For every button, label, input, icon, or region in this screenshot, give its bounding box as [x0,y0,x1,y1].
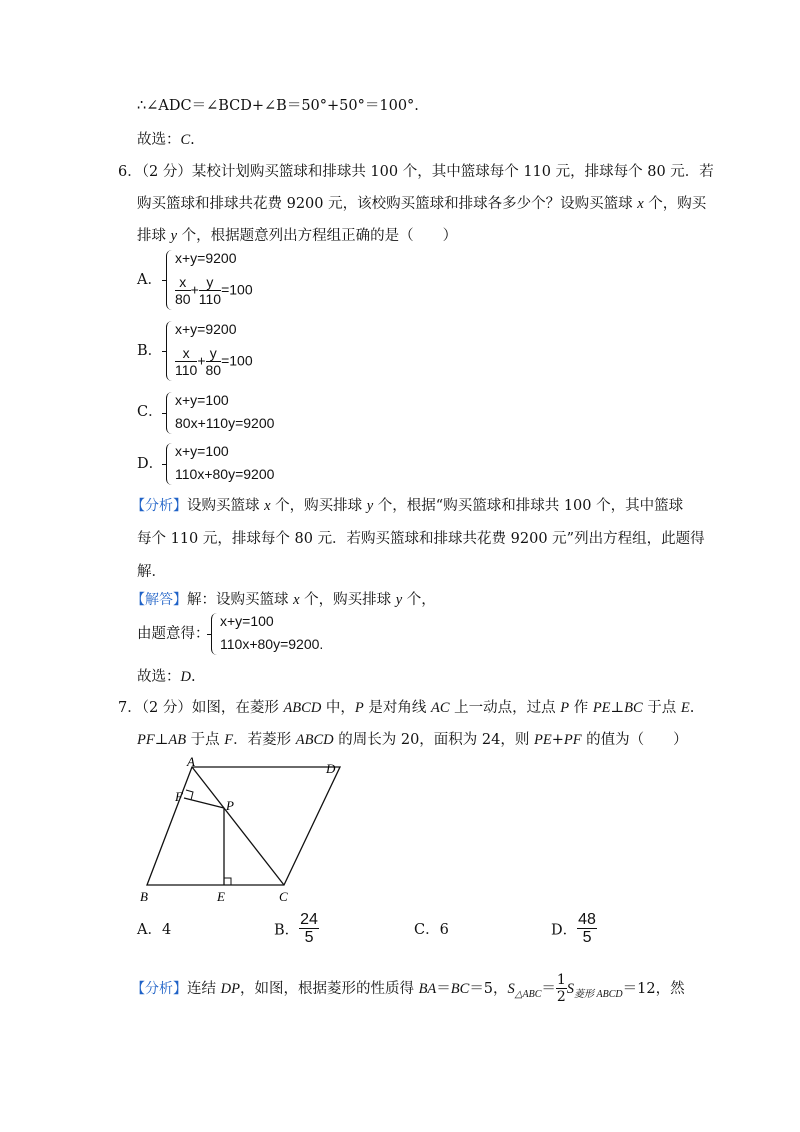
prev-answer: 故选：C. [137,132,195,148]
q6-answer: 故选：D. [137,669,196,685]
q7-analysis-line1: 【分析】连结 DP，如图，根据菱形的性质得 BA＝BC＝5，$S_{\triangle ABC}=$ $\frac{1}{2}$ $S_{菱形 ABCD}=12$，然 [131,972,685,1005]
right-angle-e-icon [224,878,231,885]
q6-option-a-system: x+y=9200 $\frac{x}{80}$ + $\frac{y}{110}$ =100 [166,250,306,312]
brace-icon [166,250,173,310]
q6-solution-system: x+y=100 110x+80y=9200. [211,613,361,657]
q6-option-d-label: D． [137,456,164,472]
q6-option-c-label: C． [137,404,163,420]
q6-option-c-system: x+y=100 80x+110y=9200 [166,392,306,436]
q6-line1: 6．（2 分）某校计划购买篮球和排球共 100 个，其中篮球每个 110 元，排球每个 80 元．若 [118,164,714,180]
q7-option-b: B． $\frac{24}{5}$ [274,911,318,946]
label-e: E [217,889,225,904]
q6-option-a-label: A． [137,272,162,288]
analysis-tag: 【分析】 [131,498,187,514]
q7-line2: PF⊥AB 于点 F．若菱形 ABCD 的周长为 20，面积为 24，则 PE+PF 的值为（ ） [137,732,688,748]
q6-line2: 购买篮球和排球共花费 9200 元，该校购买篮球和排球各多少个？设购买篮球 x 个，购买 [137,196,707,212]
q7-option-a: A．4 [137,922,172,938]
rhombus-abcd [147,767,340,885]
analysis-tag: 【分析】 [131,981,187,997]
brace-icon [166,392,173,434]
q6-option-b-system: x+y=9200 $\frac{x}{110}$ + $\frac{y}{80}$ =100 [166,321,306,383]
solution-tag: 【解答】 [131,592,187,608]
diagonal-ac [192,767,284,885]
q7-line1: 7．（2 分）如图，在菱形 ABCD 中，P 是对角线 AC 上一动点，过点 P 作 PE⊥BC 于点 E. [118,700,695,716]
q6-solution-line2: 由题意得： [137,626,210,642]
q6-analysis-line2: 每个 110 元，排球每个 80 元．若购买篮球和排球共花费 9200 元”列出方程组，此题得 [137,531,705,547]
label-f: F [175,789,183,804]
q6-solution-line1: 【解答】解：设购买篮球 x 个，购买排球 y 个， [131,592,436,608]
q6-number: 6． [118,164,142,180]
label-d: D [326,761,336,776]
q6-analysis-line1: 【分析】设购买篮球 x 个，购买排球 y 个，根据“购买篮球和排球共 100 个，其中篮球 [131,498,684,514]
q6-line3: 排球 y 个，根据题意列出方程组正确的是（ ） [137,228,458,244]
q7-option-d: D． $\frac{48}{5}$ [551,911,596,946]
label-a: A [187,755,195,769]
q6-option-d-system: x+y=100 110x+80y=9200 [166,443,306,487]
prev-conclusion: ∴∠ADC＝∠BCD+∠B＝50°+50°＝100°. [137,98,419,114]
brace-icon [166,443,173,485]
brace-icon [166,321,173,381]
label-p: P [226,798,234,813]
label-c: C [279,889,288,904]
q7-option-c: C．6 [414,922,449,938]
rhombus-figure [135,755,355,905]
q6-analysis-line3: 解． [137,564,166,580]
q7-number: 7． [118,700,142,716]
brace-icon [211,613,218,655]
q6-option-b-label: B． [137,343,163,359]
label-b: B [140,889,148,904]
